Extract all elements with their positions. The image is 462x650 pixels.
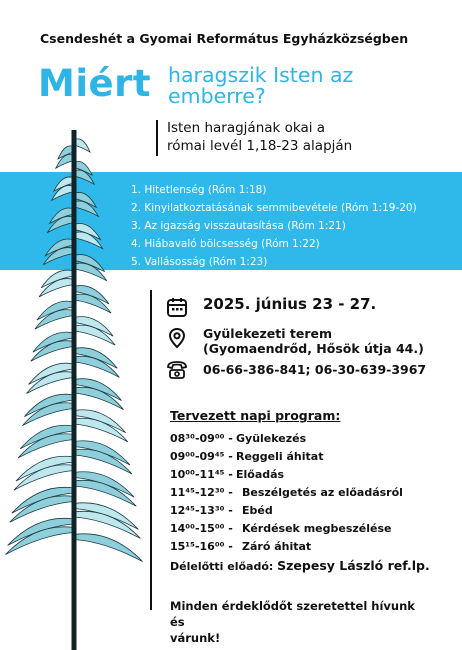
subtitle-line-2: római levél 1,18-23 alapján [167, 138, 353, 154]
presenter-label: Délelőtti előadó: [170, 560, 274, 573]
divider-line [150, 290, 152, 610]
schedule-row [170, 504, 273, 517]
schedule-event: Előadás [236, 468, 285, 481]
schedule-time: 08³⁰-09⁰⁰ - [170, 432, 233, 445]
subtitle-bar [156, 120, 158, 156]
schedule-row [170, 432, 306, 445]
location-pin-icon [166, 327, 188, 349]
schedule-time: 10⁰⁰-11⁴⁵ - [170, 468, 233, 481]
topic-item: 3. Az igazság visszautasítása (Róm 1:21) [131, 220, 346, 232]
program-title: Tervezett napi program: [170, 408, 341, 423]
schedule-event: Reggeli áhitat [236, 450, 324, 463]
schedule-time: 09⁰⁰-09⁴⁵ - [170, 450, 233, 463]
presenter-line [170, 558, 430, 573]
title-rest [168, 65, 353, 107]
venue-line-2: (Gyomaendrőd, Hősök útja 44.) [203, 341, 424, 356]
schedule-row [170, 486, 403, 499]
schedule-row [170, 522, 391, 535]
title-big-word: Miért [38, 62, 152, 105]
invitation-line-1: Minden érdeklődőt szeretettel hívunk és [170, 599, 415, 629]
title-line-1: haragszik Isten az [168, 63, 354, 87]
presenter-name: Szepesy László ref.lp. [277, 558, 430, 573]
topic-item: 2. Kinyilatkoztatásának semmibevétele (Róm 1:19-20) [131, 202, 417, 214]
agave-plant-image [0, 120, 150, 650]
schedule-time: 15¹⁵-16⁰⁰ - [170, 540, 233, 553]
schedule-time: 14⁰⁰-15⁰⁰ - [170, 522, 233, 535]
schedule-event: Beszélgetés az előadásról [242, 486, 403, 499]
event-date: 2025. június 23 - 27. [203, 295, 377, 313]
topics-list [131, 181, 417, 271]
event-venue [203, 326, 424, 356]
schedule-event: Kérdések megbeszélése [242, 522, 392, 535]
telephone-icon [166, 359, 188, 381]
schedule-time: 12⁴⁵-13³⁰ - [170, 504, 233, 517]
invitation-line-2: várunk! [170, 631, 221, 645]
topic-item: 1. Hitetlenség (Róm 1:18) [131, 184, 267, 196]
subtitle [167, 119, 352, 155]
schedule-time: 11⁴⁵-12³⁰ - [170, 486, 233, 499]
schedule-row [170, 540, 311, 553]
venue-line-1: Gyülekezeti terem [203, 326, 333, 341]
subtitle-line-1: Isten haragjának okai a [167, 120, 326, 136]
schedule-row [170, 468, 284, 481]
header-text: Csendeshét a Gyomai Református Egyházközségben [40, 31, 409, 46]
title-line-2: emberre? [168, 84, 266, 108]
schedule-event: Ebéd [242, 504, 273, 517]
schedule-row [170, 450, 323, 463]
schedule-event: Záró áhitat [242, 540, 312, 553]
invitation-text [170, 598, 430, 646]
schedule-event: Gyülekezés [236, 432, 307, 445]
topic-item: 5. Vallásosság (Róm 1:23) [131, 256, 268, 268]
contact-phone: 06-66-386-841; 06-30-639-3967 [203, 362, 427, 377]
calendar-icon [166, 296, 188, 318]
topic-item: 4. Hiábavaló bölcsesség (Róm 1:22) [131, 238, 320, 250]
